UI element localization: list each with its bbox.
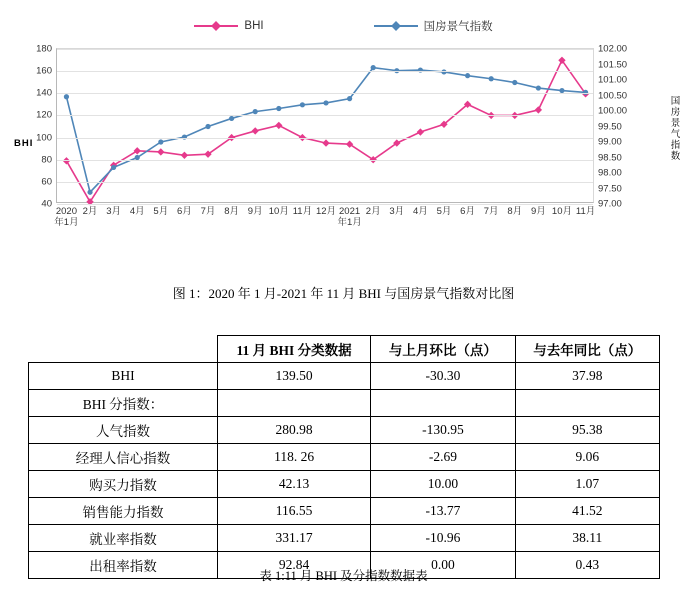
x-axis-tick: 2月 — [82, 206, 98, 217]
table-cell-value: -13.77 — [371, 498, 515, 525]
legend-item-housing-prosperity-index — [374, 18, 493, 34]
gridline — [57, 71, 593, 72]
x-axis-tick: 2月 — [365, 206, 381, 217]
x-axis-tick: 9月 — [247, 206, 263, 217]
y-axis-tick-right: 101.00 — [598, 74, 628, 86]
x-axis-tick: 11月 — [575, 206, 596, 217]
y-axis-tick-right: 99.50 — [598, 121, 622, 132]
line-chart — [0, 38, 687, 258]
table-header-row — [29, 336, 660, 363]
y-axis-tick-right: 98.50 — [598, 152, 622, 163]
table-header-blank — [29, 336, 218, 363]
y-axis-tick-left: 180 — [36, 43, 52, 55]
x-axis-tick: 12月 — [315, 206, 337, 217]
table-cell-value: -130.95 — [371, 417, 515, 444]
table-row — [29, 471, 660, 498]
table-header-yoy: 与去年同比（点） — [515, 336, 659, 363]
table-cell-value: 92.84 — [218, 552, 371, 579]
gridline — [57, 182, 593, 183]
table-cell-value: 38.11 — [515, 525, 659, 552]
table-cell-value — [218, 390, 371, 417]
y-axis-tick-left: 40 — [41, 198, 52, 210]
y-axis-tick-left: 60 — [41, 176, 52, 188]
table-cell-label: BHI 分指数： — [29, 390, 218, 417]
table-header-current: 11 月 BHI 分类数据 — [218, 336, 371, 363]
table-cell-label: 经理人信心指数 — [29, 444, 218, 471]
x-axis-tick: 5月 — [436, 206, 452, 217]
x-axis-tick: 8月 — [507, 206, 523, 217]
table-cell-value: 118. 26 — [218, 444, 371, 471]
gridline — [57, 49, 593, 50]
plot-area — [36, 43, 628, 228]
table-cell-value: 9.06 — [515, 444, 659, 471]
series-lines — [57, 49, 595, 204]
y-axis-tick-right: 99.00 — [598, 136, 622, 148]
figure-caption: 图 1：2020 年 1 月-2021 年 11 月 BHI 与国房景气指数对比图 — [172, 286, 515, 301]
table-cell-label: BHI — [29, 363, 218, 390]
table-cell-value: 41.52 — [515, 498, 659, 525]
gridline — [57, 204, 593, 205]
y-axis-tick-left: 80 — [41, 154, 52, 166]
table-cell-label: 就业率指数 — [29, 525, 218, 552]
x-axis-tick: 7月 — [200, 206, 216, 217]
gridline — [57, 160, 593, 161]
x-axis-tick: 6月 — [177, 206, 192, 217]
y-axis-tick-right: 97.50 — [598, 183, 622, 194]
y-axis-tick-left: 120 — [36, 109, 52, 121]
table-cell-value: 331.17 — [218, 525, 371, 552]
table-cell-value: 0.00 — [371, 552, 515, 579]
table-row — [29, 498, 660, 525]
legend-label-housing-prosperity-index: 国房景气指数 — [423, 21, 493, 33]
x-axis-tick: 10月 — [551, 206, 572, 217]
table-cell-label: 销售能力指数 — [29, 498, 218, 525]
gridline — [57, 93, 593, 94]
legend-swatch-bhi — [194, 25, 238, 27]
table-cell-value: 280.98 — [218, 417, 371, 444]
x-axis-tick: 4月 — [412, 206, 428, 217]
x-axis-tick: 10月 — [268, 206, 289, 217]
table-body — [29, 363, 660, 579]
y-axis-tick-right: 97.00 — [598, 198, 622, 210]
x-axis-tick: 4月 — [129, 206, 145, 217]
x-axis-tick: 3月 — [106, 206, 122, 217]
x-axis-tick: 9月 — [530, 206, 546, 217]
chart-legend — [0, 18, 687, 34]
table-row — [29, 444, 660, 471]
table-cell-label: 购买力指数 — [29, 471, 218, 498]
legend-item-bhi — [194, 18, 263, 34]
table-cell-label: 出租率指数 — [29, 552, 218, 579]
table-cell-value: 10.00 — [371, 471, 515, 498]
table-header — [29, 336, 660, 363]
y-axis-tick-left: 160 — [36, 65, 52, 77]
x-axis-tick: 6月 — [460, 206, 475, 217]
table-cell-value: 95.38 — [515, 417, 659, 444]
y-axis-tick-right: 100.50 — [598, 90, 628, 101]
table-header-mom: 与上月环比（点） — [371, 336, 515, 363]
y-axis-title-left: BHI — [14, 138, 34, 149]
x-axis-tick: 3月 — [389, 206, 405, 217]
y-axis-tick-right: 98.00 — [598, 167, 622, 179]
x-axis-tick: 7月 — [483, 206, 499, 217]
x-axis-tick: 2020年1月 — [54, 206, 79, 228]
table-cell-value: 42.13 — [218, 471, 371, 498]
table-cell-value: 1.07 — [515, 471, 659, 498]
table-cell-value: -2.69 — [371, 444, 515, 471]
table-cell-value: 139.50 — [218, 363, 371, 390]
table-row — [29, 390, 660, 417]
table-cell-value: 116.55 — [218, 498, 371, 525]
table-cell-label: 人气指数 — [29, 417, 218, 444]
y-axis-title-right: 国房景气指数 — [670, 96, 681, 162]
table-row — [29, 525, 660, 552]
table-row — [29, 417, 660, 444]
legend-swatch-housing-prosperity-index — [374, 25, 418, 27]
table-cell-value: 37.98 — [515, 363, 659, 390]
y-axis-tick-right: 102.00 — [598, 43, 628, 55]
table-cell-value — [515, 390, 659, 417]
x-axis-tick: 8月 — [224, 206, 239, 217]
table-row — [29, 363, 660, 390]
y-axis-tick-left: 100 — [36, 132, 52, 144]
gridline — [57, 138, 593, 139]
gridline — [57, 115, 593, 116]
y-axis-tick-right: 100.00 — [598, 105, 628, 117]
y-axis-tick-right: 101.50 — [598, 59, 628, 70]
x-axis-tick: 5月 — [153, 206, 169, 217]
x-axis-tick: 11月 — [292, 206, 313, 217]
legend-label-bhi: BHI — [244, 20, 264, 32]
table-cell-value: 0.43 — [515, 552, 659, 579]
table-cell-value — [371, 390, 515, 417]
table-caption: 表 1:11 月 BHI 及分指数数据表 — [259, 569, 428, 583]
y-axis-tick-left: 140 — [36, 87, 52, 99]
table-cell-value: -10.96 — [371, 525, 515, 552]
bhi-data-table — [28, 335, 660, 579]
table-cell-value: -30.30 — [371, 363, 515, 390]
x-axis-tick: 2021年1月 — [337, 206, 362, 228]
